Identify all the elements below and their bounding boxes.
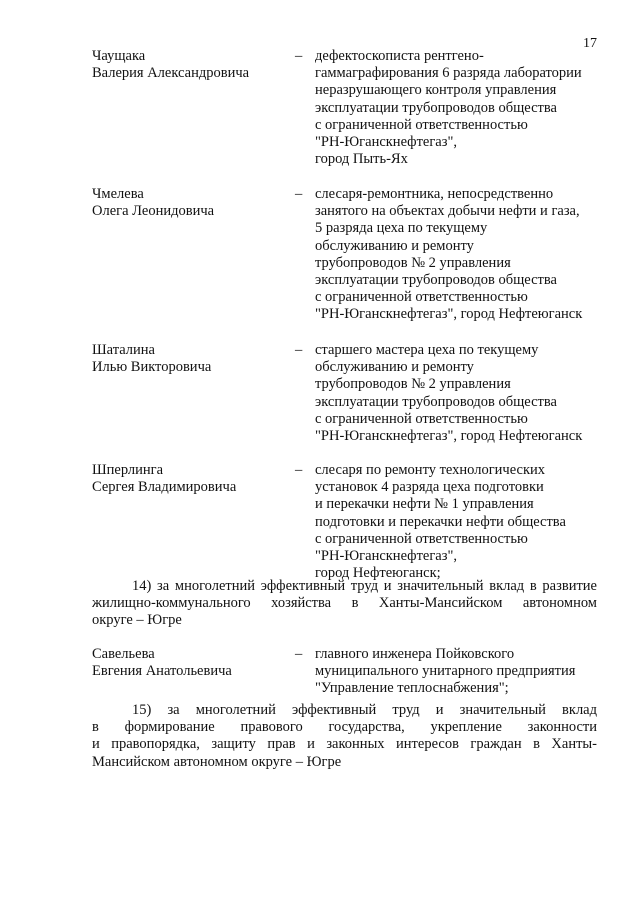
position-line: дефектоскописта рентгено- bbox=[315, 48, 484, 64]
dash: – bbox=[295, 342, 303, 358]
recipient-position bbox=[315, 462, 615, 582]
paragraph-line: в формирование правового государства, укрепление законности bbox=[92, 719, 597, 736]
given-names: Валерия Александровича bbox=[92, 65, 250, 82]
position-line: 5 разряда цеха по текущему bbox=[315, 220, 488, 237]
surname: Чаущака bbox=[92, 48, 146, 64]
recipient-name bbox=[92, 186, 282, 220]
dash: – bbox=[295, 48, 303, 64]
recipient-name bbox=[92, 462, 282, 496]
paragraph-line: 14) за многолетний эффективный труд и значительный вклад в развитие bbox=[132, 578, 597, 594]
recipient-position bbox=[315, 186, 615, 324]
position-line: обслуживанию и ремонту bbox=[315, 359, 474, 376]
position-line: с ограниченной ответственностью bbox=[315, 116, 528, 133]
position-line: город Нефтеюганск; bbox=[315, 565, 441, 582]
given-names: Илью Викторовича bbox=[92, 359, 212, 376]
recipient-name bbox=[92, 48, 282, 82]
position-line: гаммаграфирования 6 разряда лаборатории bbox=[315, 65, 582, 82]
recipient-position bbox=[315, 646, 615, 698]
position-line: занятого на объектах добычи нефти и газа, bbox=[315, 203, 580, 220]
paragraph-line: округе – Югре bbox=[92, 612, 182, 629]
position-line: слесаря-ремонтника, непосредственно bbox=[315, 186, 554, 202]
recipient-position bbox=[315, 342, 615, 445]
position-line: город Пыть-Ях bbox=[315, 151, 408, 168]
surname: Шаталина bbox=[92, 342, 155, 358]
position-line: старшего мастера цеха по текущему bbox=[315, 342, 539, 358]
recipient-name bbox=[92, 646, 282, 680]
position-line: "Управление теплоснабжения"; bbox=[315, 680, 509, 697]
position-line: с ограниченной ответственностью bbox=[315, 530, 528, 547]
dash: – bbox=[295, 646, 303, 662]
position-line: слесаря по ремонту технологических bbox=[315, 462, 546, 478]
surname: Чмелева bbox=[92, 186, 144, 202]
position-line: установок 4 разряда цеха подготовки bbox=[315, 479, 544, 496]
position-line: обслуживанию и ремонту bbox=[315, 237, 474, 254]
position-line: трубопроводов № 2 управления bbox=[315, 376, 511, 393]
position-line: муниципального унитарного предприятия bbox=[315, 663, 576, 680]
position-line: эксплуатации трубопроводов общества bbox=[315, 393, 557, 410]
position-line: "РН-Юганскнефтегаз", город Нефтеюганск bbox=[315, 428, 583, 445]
position-line: главного инженера Пойковского bbox=[315, 646, 515, 662]
paragraph-line: Мансийском автономном округе – Югре bbox=[92, 753, 342, 770]
position-line: эксплуатации трубопроводов общества bbox=[315, 272, 557, 289]
position-line: с ограниченной ответственностью bbox=[315, 289, 528, 306]
recipient-position bbox=[315, 48, 615, 168]
paragraph-line: и правопорядка, защиту прав и законных интересов граждан в Ханты- bbox=[92, 736, 597, 753]
position-line: "РН-Юганскнефтегаз", bbox=[315, 134, 458, 151]
position-line: "РН-Юганскнефтегаз", город Нефтеюганск bbox=[315, 306, 583, 323]
given-names: Евгения Анатольевича bbox=[92, 663, 232, 680]
given-names: Олега Леонидовича bbox=[92, 203, 215, 220]
dash: – bbox=[295, 186, 303, 202]
recipient-name bbox=[92, 342, 282, 376]
given-names: Сергея Владимировича bbox=[92, 479, 237, 496]
position-line: и перекачки нефти № 1 управления bbox=[315, 496, 534, 513]
position-line: подготовки и перекачки нефти общества bbox=[315, 513, 566, 530]
dash: – bbox=[295, 462, 303, 478]
surname: Савельева bbox=[92, 646, 155, 662]
award-category-paragraph bbox=[92, 702, 597, 771]
position-line: трубопроводов № 2 управления bbox=[315, 254, 511, 271]
position-line: неразрушающего контроля управления bbox=[315, 82, 557, 99]
page-number: 17 bbox=[583, 36, 597, 51]
position-line: "РН-Юганскнефтегаз", bbox=[315, 548, 458, 565]
position-line: с ограниченной ответственностью bbox=[315, 410, 528, 427]
surname: Шперлинга bbox=[92, 462, 164, 478]
paragraph-line: 15) за многолетний эффективный труд и значительный вклад bbox=[132, 702, 597, 718]
position-line: эксплуатации трубопроводов общества bbox=[315, 99, 557, 116]
award-category-paragraph bbox=[92, 578, 597, 630]
paragraph-line: жилищно-коммунального хозяйства в Ханты-Мансийском автономном bbox=[92, 595, 597, 612]
